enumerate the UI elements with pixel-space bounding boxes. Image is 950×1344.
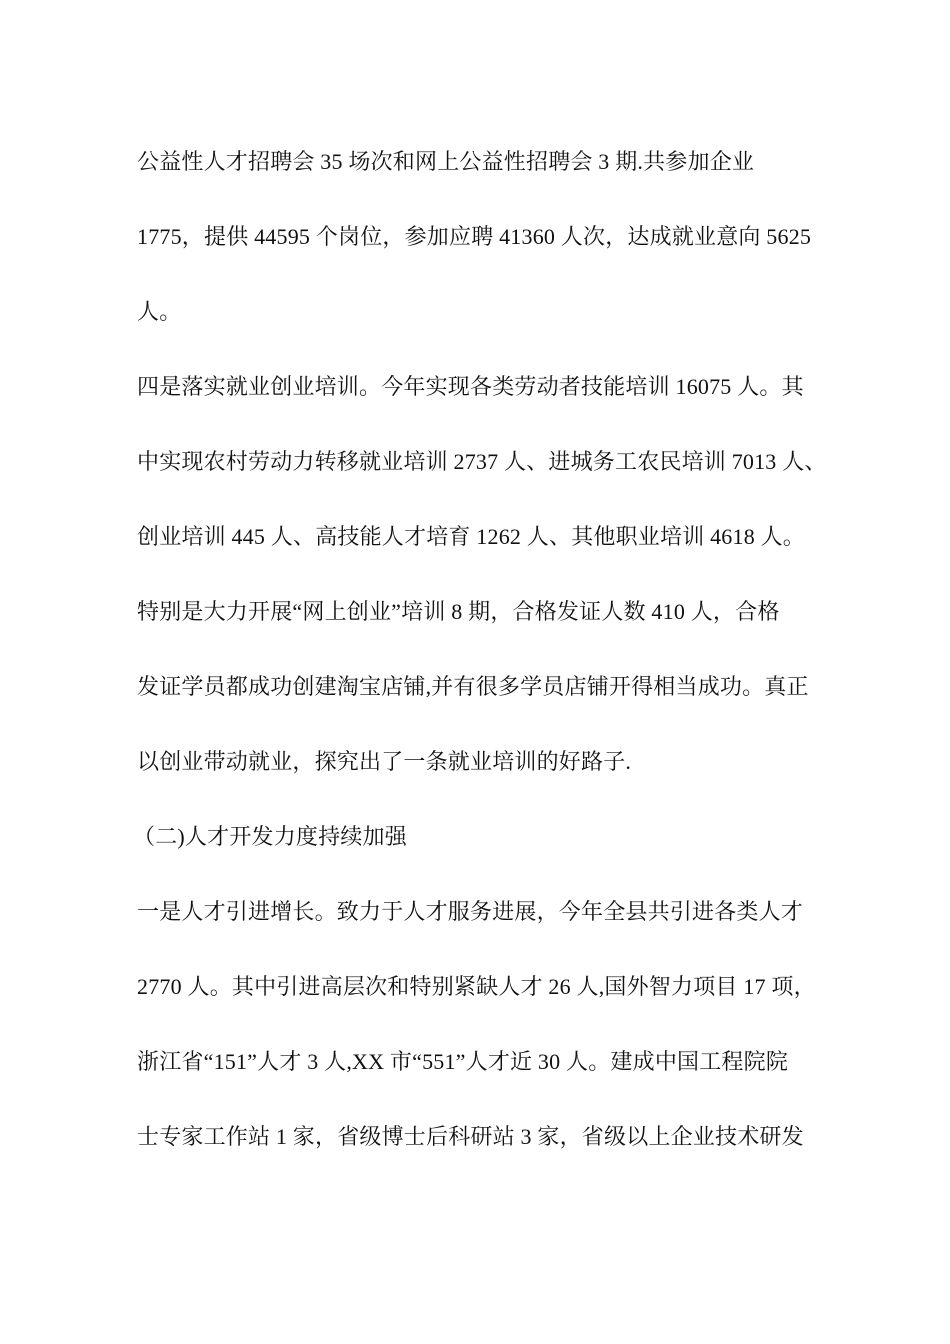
body-text-line: 公益性人才招聘会 35 场次和网上公益性招聘会 3 期.共参加企业 (137, 149, 755, 174)
body-text-line: 创业培训 445 人、高技能人才培育 1262 人、其他职业培训 4618 人。 (137, 524, 806, 549)
body-text-line: 一是人才引进增长。致力于人才服务进展，今年全县共引进各类人才 (137, 899, 804, 924)
body-text-line: 士专家工作站 1 家，省级博士后科研站 3 家，省级以上企业技术研发 (137, 1124, 804, 1149)
body-text-line: 四是落实就业创业培训。今年实现各类劳动者技能培训 16075 人。其 (137, 374, 804, 399)
body-text-line: 1775，提供 44595 个岗位，参加应聘 41360 人次，达成就业意向 5625 (137, 224, 812, 249)
body-text-line: 浙江省“151”人才 3 人,XX 市“551”人才近 30 人。建成中国工程院院 (137, 1049, 789, 1074)
body-text-line: 特别是大力开展“网上创业”培训 8 期，合格发证人数 410 人，合格 (137, 599, 780, 624)
body-text-line: 以创业带动就业，探究出了一条就业培训的好路子. (137, 749, 632, 774)
body-text-line: 发证学员都成功创建淘宝店铺,并有很多学员店铺开得相当成功。真正 (137, 674, 809, 699)
body-text-line: 2770 人。其中引进高层次和特别紧缺人才 26 人,国外智力项目 17 项， (137, 974, 816, 999)
body-text-line: 中实现农村劳动力转移就业培训 2737 人、进城务工农民培训 7013 人、 (137, 449, 827, 474)
section-heading: （二)人才开发力度持续加强 (133, 824, 407, 849)
body-text-line: 人。 (137, 299, 182, 324)
